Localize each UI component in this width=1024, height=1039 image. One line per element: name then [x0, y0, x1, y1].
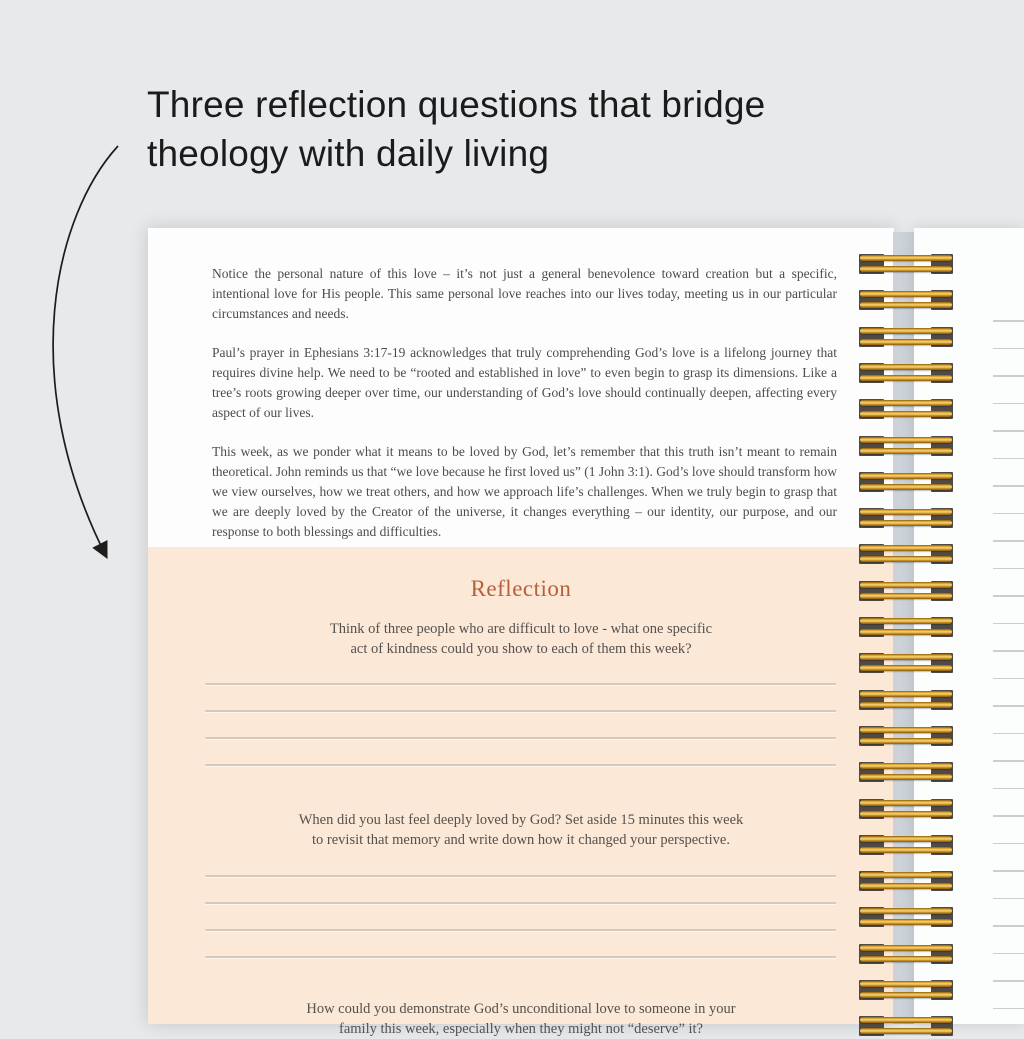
writing-line — [205, 764, 836, 766]
gold-wire — [860, 375, 952, 381]
writing-line — [205, 683, 836, 685]
ruled-line — [993, 843, 1024, 845]
gold-wire — [860, 919, 952, 925]
gold-wire — [860, 255, 952, 261]
gold-wire — [860, 629, 952, 635]
gold-wire — [860, 291, 952, 297]
writing-line — [205, 956, 836, 958]
reflection-panel — [148, 547, 894, 1024]
curved-arrow-icon — [0, 120, 170, 590]
gold-wire — [860, 618, 952, 624]
gold-wire — [860, 545, 952, 551]
gold-wire — [860, 691, 952, 697]
gold-wire — [860, 847, 952, 853]
ruled-line — [993, 705, 1024, 707]
question-1-line-1: Think of three people who are difficult to love - what one specific — [148, 620, 894, 640]
journal-left-page — [148, 228, 894, 1024]
annotation-headline-line2: theology with daily living — [147, 129, 765, 178]
ruled-line — [993, 733, 1024, 735]
gold-wire — [860, 908, 952, 914]
gold-wire — [860, 582, 952, 588]
binding-coil — [859, 436, 953, 456]
ruled-line — [993, 403, 1024, 405]
binding-coil — [859, 399, 953, 419]
binding-coil — [859, 327, 953, 347]
devotional-paragraph-3: This week, as we ponder what it means to be loved by God, let’s remember that this truth isn’t meant to remain theoretical. John reminds us that “we love because he first loved us” (1 John 3:1). God’s love should transform how we view ourselves, how we treat others, and how we approach life’s challenges. When we truly begin to grasp that we are deeply loved by the Creator of the universe, it changes everything – our identity, our purpose, and our response to both blessings and difficulties. — [212, 442, 837, 542]
gold-wire — [860, 738, 952, 744]
gold-wire — [860, 328, 952, 334]
binding-coil — [859, 799, 953, 819]
gold-wire — [860, 665, 952, 671]
gold-wire — [860, 484, 952, 490]
gold-wire — [860, 811, 952, 817]
binding-coil — [859, 762, 953, 782]
binding-coil — [859, 653, 953, 673]
binding-coil — [859, 254, 953, 274]
binding-coil — [859, 290, 953, 310]
ruled-line — [993, 650, 1024, 652]
ruled-line — [993, 348, 1024, 350]
annotation-headline-line1: Three reflection questions that bridge — [147, 80, 765, 129]
binding-coil — [859, 544, 953, 564]
devotional-paragraph-2: Paul’s prayer in Ephesians 3:17-19 acknowledges that truly comprehending God’s love is a lifelong journey that requires divine help. We need to be “rooted and established in love” to even begin to grasp its dimensions. Like a tree’s roots growing deeper over time, our understanding of God’s love should continually deepen, affecting every aspect of our lives. — [212, 343, 837, 423]
binding-coil — [859, 581, 953, 601]
gold-wire — [860, 520, 952, 526]
annotation-headline — [147, 80, 765, 178]
ruled-line — [993, 513, 1024, 515]
ruled-line — [993, 788, 1024, 790]
binding-coil — [859, 617, 953, 637]
binding-coil — [859, 871, 953, 891]
gold-wire — [860, 800, 952, 806]
binding-coil — [859, 690, 953, 710]
ruled-line — [993, 540, 1024, 542]
question-2-line-2: to revisit that memory and write down how it changed your perspective. — [148, 831, 894, 851]
ruled-line — [993, 375, 1024, 377]
gold-wire — [860, 473, 952, 479]
ruled-line — [993, 760, 1024, 762]
writing-line — [205, 710, 836, 712]
binding-coil — [859, 907, 953, 927]
ruled-line — [993, 485, 1024, 487]
gold-wire — [860, 593, 952, 599]
ruled-line — [993, 980, 1024, 982]
gold-wire — [860, 872, 952, 878]
ruled-line — [993, 430, 1024, 432]
gold-wire — [860, 945, 952, 951]
gold-wire — [860, 448, 952, 454]
question-1-line-2: act of kindness could you show to each of them this week? — [148, 640, 894, 660]
reflection-heading: Reflection — [148, 576, 894, 602]
writing-line — [205, 902, 836, 904]
gold-wire — [860, 556, 952, 562]
gold-wire — [860, 364, 952, 370]
gold-wire — [860, 302, 952, 308]
gold-wire — [860, 437, 952, 443]
gold-wire — [860, 981, 952, 987]
gold-wire — [860, 956, 952, 962]
binding-coil — [859, 944, 953, 964]
gold-wire — [860, 774, 952, 780]
ruled-line — [993, 925, 1024, 927]
gold-wire — [860, 654, 952, 660]
writing-line — [205, 929, 836, 931]
binding-coil — [859, 472, 953, 492]
ruled-line — [993, 870, 1024, 872]
binding-coil — [859, 1016, 953, 1036]
reflection-question-2 — [148, 811, 894, 850]
reflection-question-3 — [148, 1000, 894, 1039]
ruled-line — [993, 320, 1024, 322]
gold-wire — [860, 1028, 952, 1034]
ruled-line — [993, 568, 1024, 570]
writing-line — [205, 737, 836, 739]
gold-wire — [860, 763, 952, 769]
gold-wire — [860, 509, 952, 515]
gold-wire — [860, 400, 952, 406]
ruled-line — [993, 815, 1024, 817]
binding-coil — [859, 508, 953, 528]
ruled-line — [993, 953, 1024, 955]
binding-coil — [859, 726, 953, 746]
gold-wire — [860, 727, 952, 733]
binding-coil — [859, 980, 953, 1000]
binding-coil — [859, 363, 953, 383]
devotional-text — [212, 264, 837, 561]
ruled-line — [993, 458, 1024, 460]
devotional-paragraph-1: Notice the personal nature of this love – it’s not just a general benevolence toward creation but a specific, intentional love for His people. This same personal love reaches into our lives today, meeting us in our particular circumstances and needs. — [212, 264, 837, 324]
gold-wire — [860, 411, 952, 417]
gold-wire — [860, 992, 952, 998]
question-3-line-1: How could you demonstrate God’s unconditional love to someone in your — [148, 1000, 894, 1020]
ruled-line — [993, 595, 1024, 597]
question-3-line-2: family this week, especially when they might not “deserve” it? — [148, 1020, 894, 1039]
gold-wire — [860, 339, 952, 345]
gold-wire — [860, 702, 952, 708]
reflection-question-1 — [148, 620, 894, 659]
ruled-line — [993, 678, 1024, 680]
gold-wire — [860, 883, 952, 889]
gold-wire — [860, 836, 952, 842]
binding-coil — [859, 835, 953, 855]
writing-line — [205, 875, 836, 877]
question-2-line-1: When did you last feel deeply loved by God? Set aside 15 minutes this week — [148, 811, 894, 831]
ruled-line — [993, 1008, 1024, 1010]
gold-wire — [860, 266, 952, 272]
gold-wire — [860, 1017, 952, 1023]
ruled-line — [993, 898, 1024, 900]
ruled-line — [993, 623, 1024, 625]
